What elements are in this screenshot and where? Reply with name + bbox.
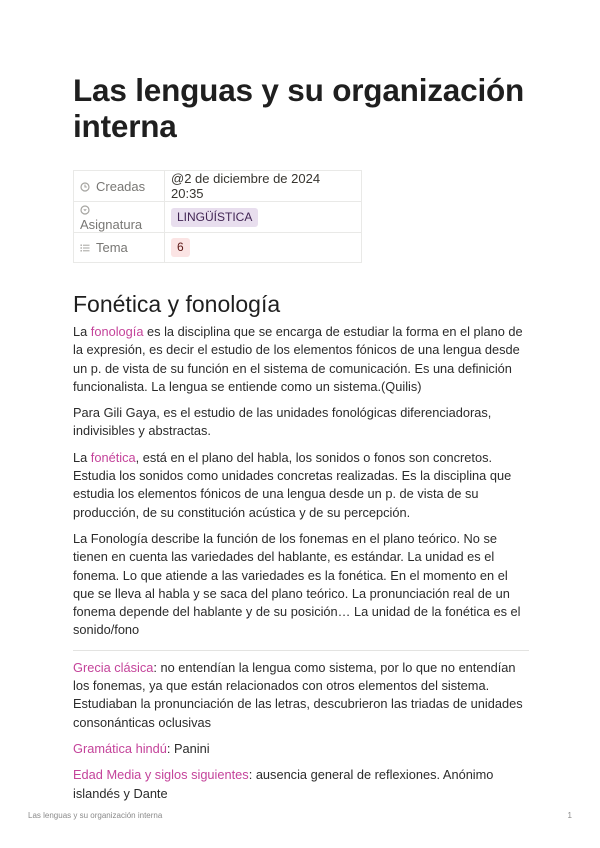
property-key: Creadas	[96, 178, 146, 194]
text: : Panini	[166, 740, 210, 756]
property-key-cell	[74, 171, 165, 202]
property-row-asignatura	[74, 202, 362, 233]
paragraph-grecia	[73, 659, 529, 732]
clock-icon	[80, 182, 90, 192]
select-icon	[80, 205, 90, 215]
divider	[73, 650, 529, 651]
grecia-link[interactable]: Grecia clásica	[73, 659, 154, 675]
paragraph-gili-gaya: Para Gili Gaya, es el estudio de las unidades fonológicas diferenciadoras, indivisibles y abstractas.	[73, 405, 492, 439]
property-row-creadas	[74, 171, 362, 202]
property-value-cell	[165, 202, 362, 233]
fonologia-link[interactable]: fonología	[90, 324, 144, 339]
page-title: Las lenguas y su organización interna	[73, 72, 525, 144]
fonetica-link[interactable]: fonética	[90, 449, 136, 465]
text: , está en el plano del habla, los sonidos o fonos son concretos. Estudia los sonidos como unidades concretas realizadas. Es la disciplina que estudia los elementos fónicos de una lengua desde un p. de vista de su producción, de su constitución acústica y de su percepción.	[73, 449, 512, 520]
topic-tag[interactable]: 6	[171, 238, 190, 257]
paragraph-fonologia-describe: La Fonología describe la función de los fonemas en el plano teórico. No se tienen en cuenta las variedades del hablante, es estándar. La unidad es el fonema. Lo que atiende a las variedades es la fonética. En el momento en el que se lleva al habla y se saca del plano teórico. La pronunciación real de un fonema depende del hablante y de su posición… La unidad de la fonética es el sonido/fono	[73, 530, 521, 638]
text: La	[73, 324, 91, 339]
subject-tag[interactable]: LINGÜÍSTICA	[171, 208, 258, 227]
properties-table	[73, 170, 362, 263]
section-heading: Fonética y fonología	[73, 291, 281, 317]
property-row-tema	[74, 233, 362, 263]
property-value: @2 de diciembre de 2024 20:35	[165, 171, 362, 202]
edad-media-link[interactable]: Edad Media y siglos siguientes	[73, 767, 249, 783]
paragraph-fonetica	[73, 449, 529, 522]
paragraph-fonologia	[73, 323, 529, 396]
paragraph-edad-media	[73, 766, 529, 803]
text: La	[73, 449, 91, 465]
page-number: 1	[567, 811, 572, 820]
property-value-cell	[165, 233, 362, 263]
property-key-cell	[74, 202, 165, 233]
property-key-cell	[74, 233, 165, 263]
page-footer	[28, 811, 572, 820]
list-icon	[80, 243, 90, 253]
paragraph-hindu	[73, 740, 529, 758]
text: : ausencia general de reflexiones. Anónimo islandés y Dante	[73, 767, 494, 801]
gramatica-hindu-link[interactable]: Gramática hindú	[73, 740, 167, 756]
text: es la disciplina que se encarga de estudiar la forma en el plano de la expresión, es decir el estudio de los elementos fónicos de una lengua desde un p. de vista de su función en el sistema de comunicación. Es una definición funcionalista. La lengua se entiende como un sistema.(Quilis)	[73, 324, 523, 394]
property-key: Asignatura	[80, 217, 143, 232]
property-key: Tema	[96, 240, 128, 255]
page-content	[73, 72, 529, 803]
footer-title: Las lenguas y su organización interna	[28, 811, 163, 820]
text: : no entendían la lengua como sistema, por lo que no entendían los fonemas, ya que están relacionados con otros elementos del sistema. Estudiaban la pronunciación de las letras, descubrieron las triadas de unidades consonánticas oclusivas	[73, 659, 523, 730]
